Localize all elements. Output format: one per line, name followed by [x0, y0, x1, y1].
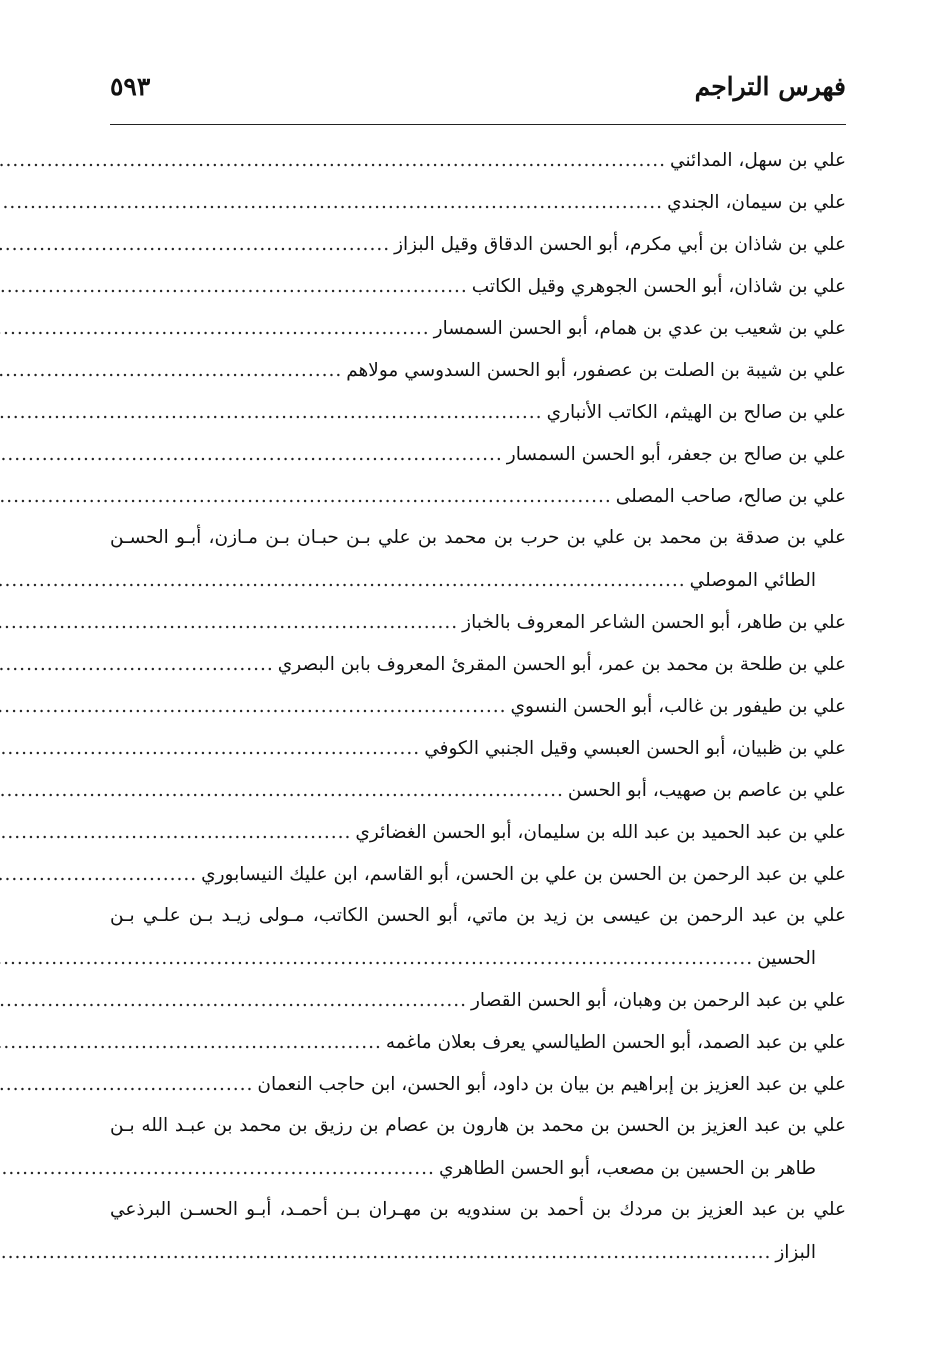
entry-line: [110, 139, 846, 181]
entry-line: [110, 895, 846, 937]
entry-name: علي بن عاصم بن صهيب، أبو الحسن: [567, 780, 846, 801]
entry-name: الحسين: [757, 948, 816, 969]
index-entry: [110, 1189, 846, 1273]
index-entry: [110, 433, 846, 475]
dot-leader: [0, 812, 351, 854]
dot-leader: [0, 644, 274, 686]
entry-name: علي بن صالح، صاحب المصلى: [615, 486, 846, 507]
entry-line: [110, 265, 846, 307]
index-entry: [110, 811, 846, 853]
entry-name: علي بن صالح بن الهيثم، الكاتب الأنباري: [546, 402, 846, 423]
entry-name: علي بن عبد الحميد بن عبد الله بن سليمان، أبو الحسن الغضائري: [355, 822, 846, 843]
entry-name: علي بن عبد الرحمن بن وهبان، أبو الحسن القصار: [471, 990, 846, 1011]
dot-leader: [0, 854, 197, 896]
page-number: ٥٩٣: [110, 72, 151, 101]
entry-name: علي بن شاذان بن أبي مكرم، أبو الحسن الدقاق وقيل البزاز: [394, 234, 846, 255]
index-entry: [110, 1021, 846, 1063]
entry-line: [110, 1063, 846, 1105]
index-entry: [110, 349, 846, 391]
entry-line: [110, 517, 846, 559]
index-entry: [110, 391, 846, 433]
index-entry: [110, 139, 846, 181]
index-entry: [110, 1063, 846, 1105]
entry-line: [110, 979, 846, 1021]
entry-line: [110, 349, 846, 391]
entry-name: علي بن ظبيان، أبو الحسن العبسي وقيل الجنبي الكوفي: [424, 738, 846, 759]
dot-leader: [0, 224, 390, 266]
entry-line: [110, 601, 846, 643]
entry-line: [110, 853, 846, 895]
index-entry: [110, 265, 846, 307]
entry-name: طاهر بن الحسين بن مصعب، أبو الحسن الطاهري: [438, 1158, 816, 1179]
dot-leader: [0, 434, 503, 476]
entry-line: [110, 307, 846, 349]
entry-name: البزاز: [775, 1242, 816, 1263]
entry-line: [110, 475, 846, 517]
dot-leader: [0, 476, 612, 518]
index-entry: [110, 769, 846, 811]
entry-name: علي بن سهل، المدائني: [670, 150, 846, 171]
entry-name: علي بن صالح بن جعفر، أبو الحسن السمسار: [506, 444, 846, 465]
entry-name: علي بن صدقة بن محمد بن علي بن حرب بن محمد بن علي بـن حبـان بـن مـازن، أبـو الحسـن: [110, 527, 846, 548]
dot-leader: [0, 560, 686, 602]
dot-leader: [0, 182, 663, 224]
dot-leader: [0, 1022, 382, 1064]
entry-continuation-line: [110, 1147, 846, 1189]
entry-name: علي بن عبد العزيز بن الحسن بن محمد بن هارون بن عصام بن رزيق بن محمد بن عبـد الله بـن: [110, 1115, 846, 1136]
entry-name: علي بن عبد الرحمن بن الحسن بن علي بن الحسن، أبو القاسم، ابن عليك النيسابوري: [201, 864, 846, 885]
entry-line: [110, 643, 846, 685]
entry-name: علي بن شعيب بن عدي بن همام، أبو الحسن السمسار: [433, 318, 846, 339]
header-rule: [110, 124, 846, 125]
entry-line: [110, 1105, 846, 1147]
dot-leader: [0, 938, 753, 980]
index-entry: [110, 643, 846, 685]
entry-line: [110, 433, 846, 475]
dot-leader: [0, 1064, 253, 1106]
entry-name: علي بن عبد العزيز بن مردك بن أحمد بن سندويه بن مهـران بـن أحمـد، أبـو الحسـن البرذعي: [110, 1199, 846, 1220]
index-entry: [110, 475, 846, 517]
entry-name: علي بن عبد الرحمن بن عيسى بن زيد بن ماتي، أبو الحسن الكاتب، مـولى زيـد بـن علـي بـن: [110, 905, 846, 926]
index-entry: [110, 1105, 846, 1189]
dot-leader: [0, 266, 468, 308]
entry-line: [110, 685, 846, 727]
index-entry: [110, 181, 846, 223]
entry-line: [110, 1189, 846, 1231]
entry-line: [110, 811, 846, 853]
index-entry: [110, 979, 846, 1021]
dot-leader: [0, 140, 666, 182]
dot-leader: [0, 728, 420, 770]
entry-line: [110, 1021, 846, 1063]
index-entry: [110, 853, 846, 895]
page-header: [110, 62, 846, 118]
entry-name: علي بن عبد الصمد، أبو الحسن الطيالسي يعرف بعلان ماغمه: [385, 1032, 846, 1053]
entry-line: [110, 223, 846, 265]
index-entry: [110, 685, 846, 727]
entry-name: علي بن سيمان، الجندي: [667, 192, 846, 213]
entry-line: [110, 769, 846, 811]
index-entries: [110, 139, 846, 1273]
entry-line: [110, 391, 846, 433]
dot-leader: [0, 1148, 435, 1190]
entry-name: علي بن طاهر، أبو الحسن الشاعر المعروف بالخباز: [462, 612, 846, 633]
entry-continuation-line: [110, 937, 846, 979]
dot-leader: [0, 308, 430, 350]
dot-leader: [0, 350, 342, 392]
entry-name: علي بن شيبة بن الصلت بن عصفور، أبو الحسن السدوسي مولاهم: [346, 360, 846, 381]
entry-line: [110, 181, 846, 223]
dot-leader: [0, 686, 506, 728]
page-title: فهرس التراجم: [694, 72, 846, 101]
dot-leader: [0, 392, 543, 434]
index-entry: [110, 517, 846, 601]
entry-name: علي بن طلحة بن محمد بن عمر، أبو الحسن المقرئ المعروف بابن البصري: [277, 654, 846, 675]
entry-name: الطائي الموصلي: [689, 570, 816, 591]
index-entry: [110, 307, 846, 349]
entry-name: علي بن شاذان، أبو الحسن الجوهري وقيل الكاتب: [471, 276, 846, 297]
dot-leader: [0, 602, 458, 644]
dot-leader: [0, 1232, 771, 1274]
entry-continuation-line: [110, 559, 846, 601]
entry-line: [110, 727, 846, 769]
index-entry: [110, 601, 846, 643]
index-entry: [110, 223, 846, 265]
index-entry: [110, 727, 846, 769]
entry-continuation-line: [110, 1231, 846, 1273]
entry-name: علي بن عبد العزيز بن إبراهيم بن بيان بن داود، أبو الحسن، ابن حاجب النعمان: [257, 1074, 846, 1095]
entry-name: علي بن طيفور بن غالب، أبو الحسن النسوي: [510, 696, 846, 717]
index-entry: [110, 895, 846, 979]
dot-leader: [0, 770, 564, 812]
dot-leader: [0, 980, 467, 1022]
